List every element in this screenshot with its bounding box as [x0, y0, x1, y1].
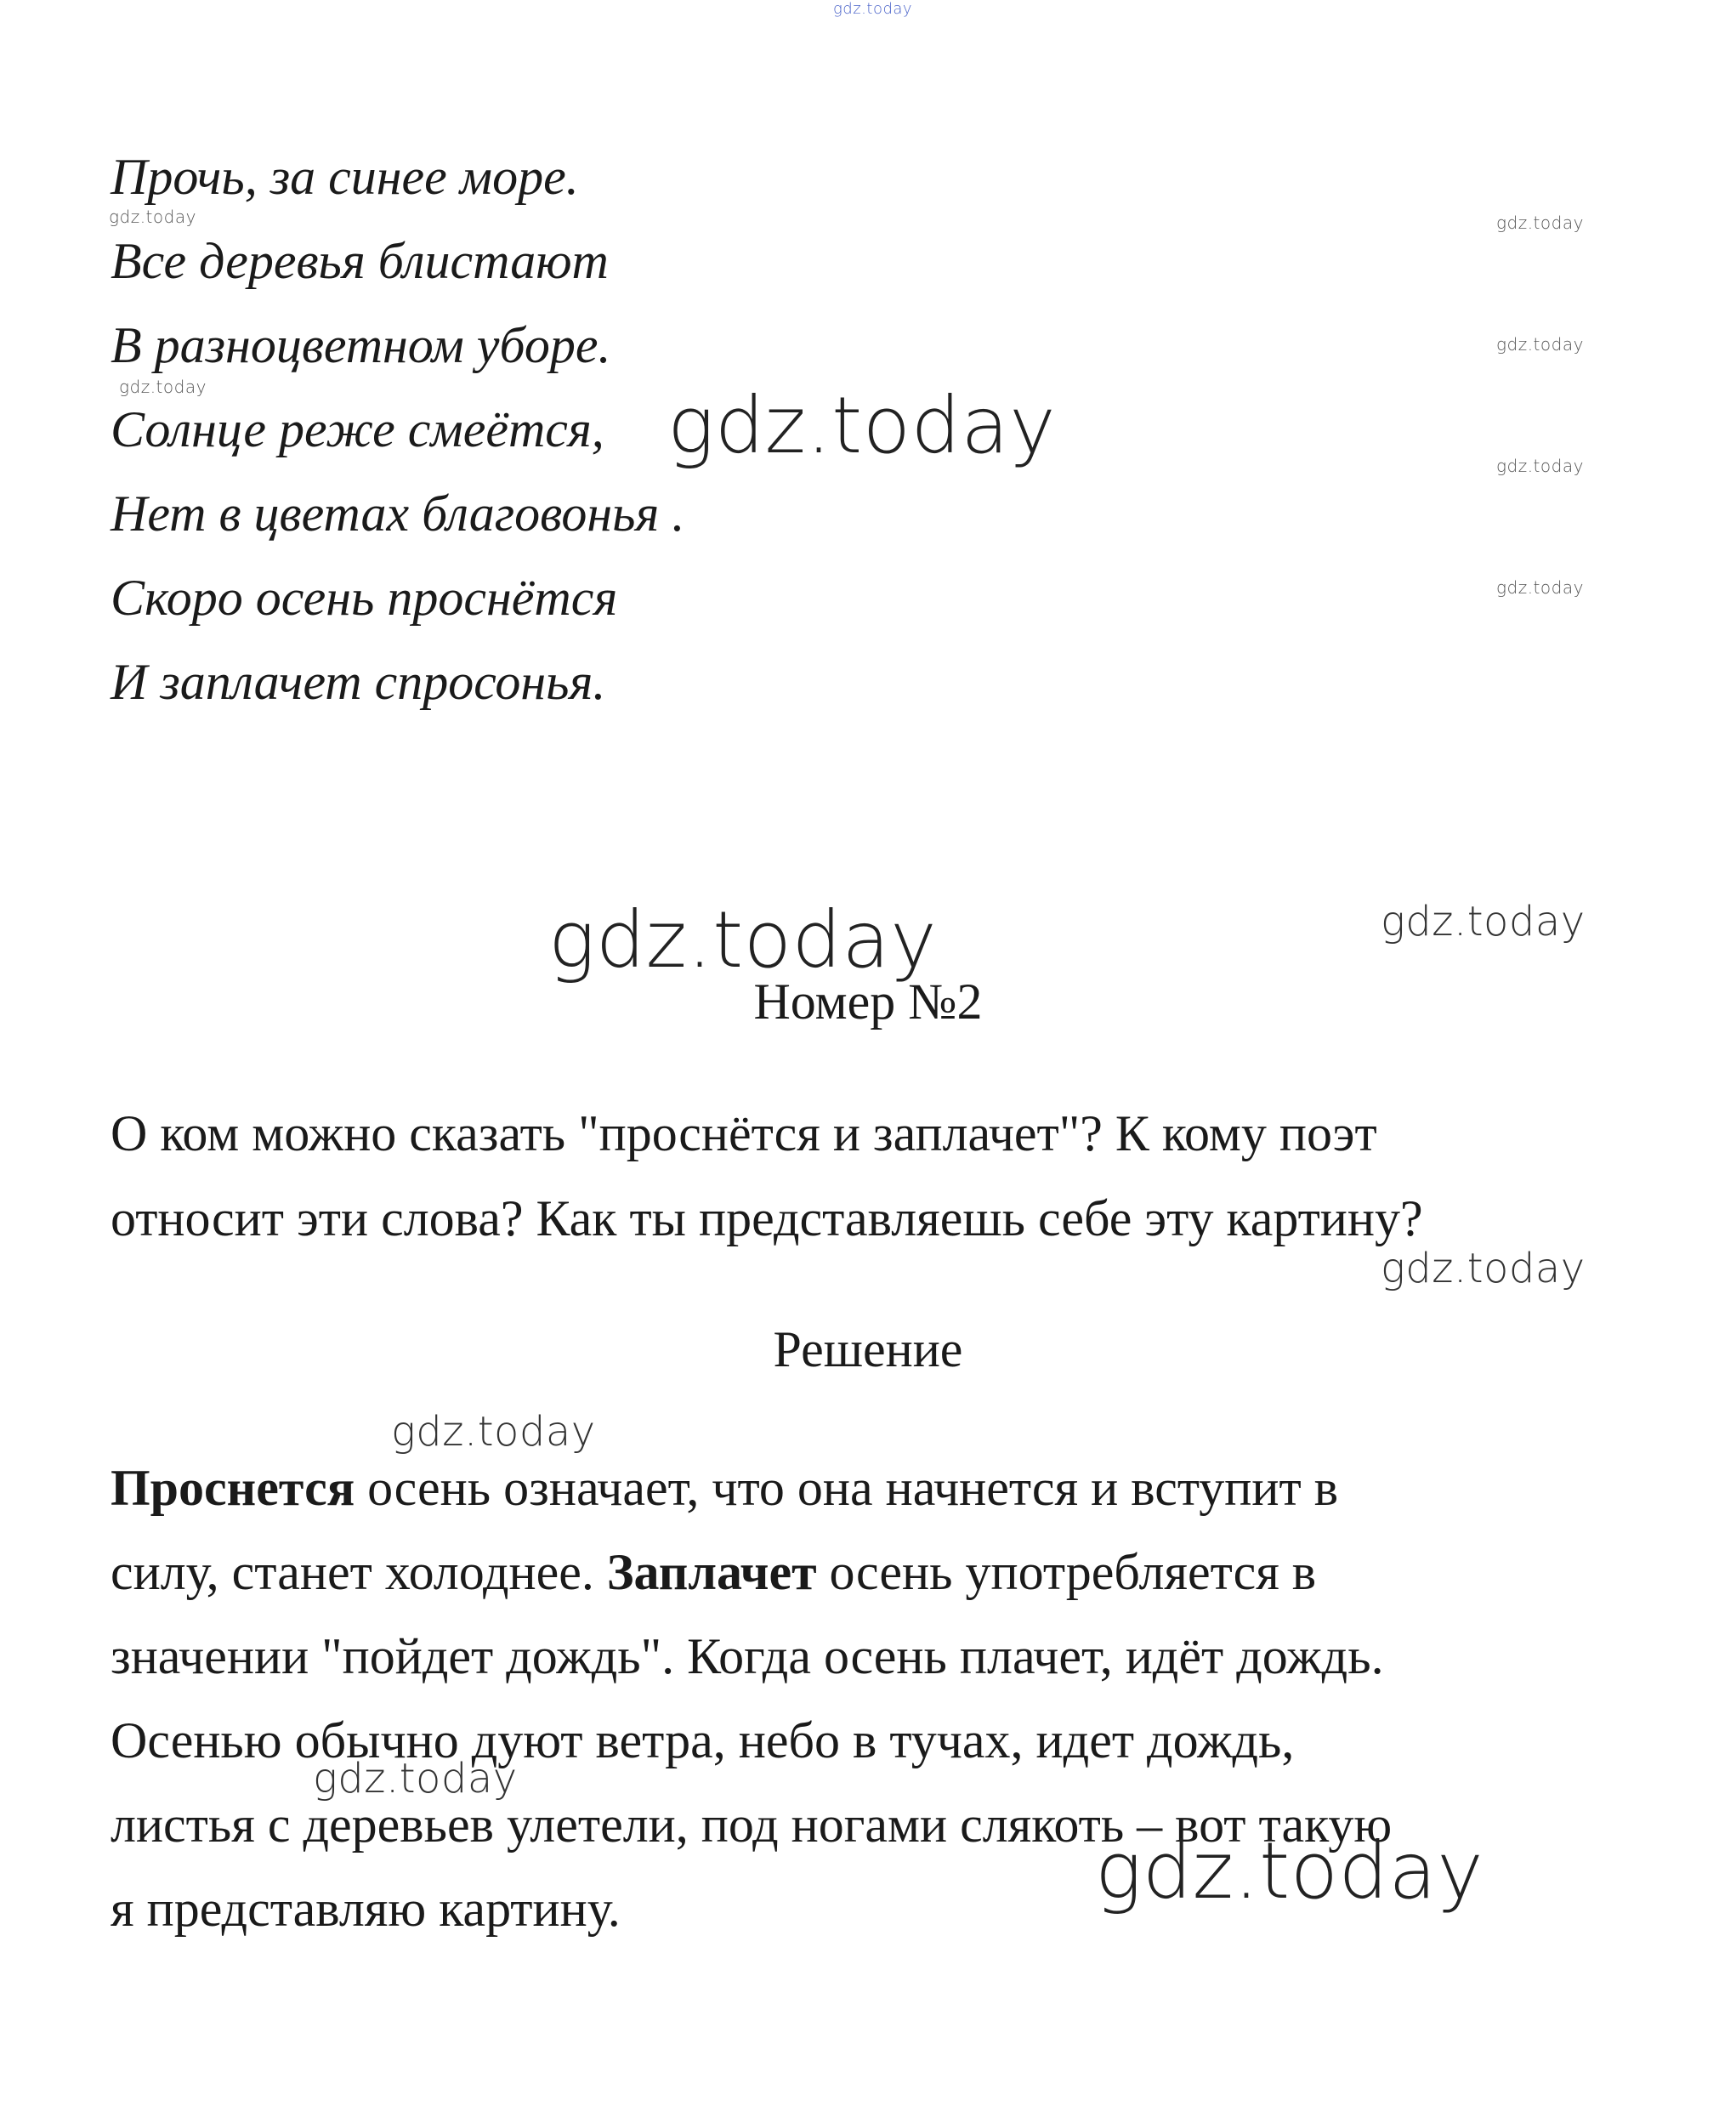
solution-line-2 [111, 1544, 1317, 1600]
poem-line-2: Все деревья блистают [111, 233, 609, 289]
watermark-medium: gdz.today [313, 1755, 518, 1802]
task-title: Номер №2 [753, 974, 983, 1030]
watermark-large: gdz.today [548, 894, 938, 985]
poem-line-6: Скоро осень проснётся [111, 570, 618, 626]
watermark-large: gdz.today [1095, 1825, 1484, 1916]
poem-line-4: Солнце реже смеётся, [111, 401, 604, 457]
watermark-small: gdz.today [119, 377, 207, 397]
question-line-2: относит эти слова? Как ты представляешь себе эту картину? [111, 1190, 1423, 1246]
watermark-large: gdz.today [667, 380, 1057, 471]
watermark-medium: gdz.today [391, 1408, 596, 1456]
watermark-small: gdz.today [1496, 334, 1584, 355]
watermark-small: gdz.today [1496, 577, 1584, 598]
poem-line-7: И заплачет спросонья. [111, 654, 606, 710]
poem-line-5: Нет в цветах благовонья . [111, 485, 685, 542]
solution-line-6: я представляю картину. [111, 1881, 621, 1937]
solution-line-1 [111, 1460, 1339, 1516]
term-cry: Заплачет [606, 1544, 817, 1600]
solution-line-3: значении "пойдет дождь". Когда осень плачет, идёт дождь. [111, 1628, 1384, 1684]
term-wake: Проснется [111, 1460, 355, 1516]
solution-line-5: листья с деревьев улетели, под ногами слякоть – вот такую [111, 1797, 1393, 1853]
solution-line-4: Осенью обычно дуют ветра, небо в тучах, идет дождь, [111, 1712, 1295, 1768]
question-line-1: О ком можно сказать "проснётся и заплачет"? К кому поэт [111, 1105, 1377, 1161]
watermark-small: gdz.today [109, 207, 196, 227]
solution-line-1-rest: осень означает, что она начнется и вступит в [355, 1460, 1339, 1516]
solution-title: Решение [773, 1321, 963, 1377]
watermark-small: gdz.today [1496, 213, 1584, 233]
solution-line-2-rest: осень употребляется в [816, 1544, 1317, 1600]
watermark-medium: gdz.today [1381, 1245, 1586, 1292]
poem-line-3: В разноцветном уборе. [111, 317, 611, 373]
poem-line-1: Прочь, за синее море. [111, 149, 579, 205]
solution-line-2-start: силу, станет холоднее. [111, 1544, 607, 1600]
watermark-small: gdz.today [1496, 456, 1584, 476]
watermark-top: gdz.today [833, 0, 913, 18]
watermark-medium: gdz.today [1381, 898, 1586, 945]
